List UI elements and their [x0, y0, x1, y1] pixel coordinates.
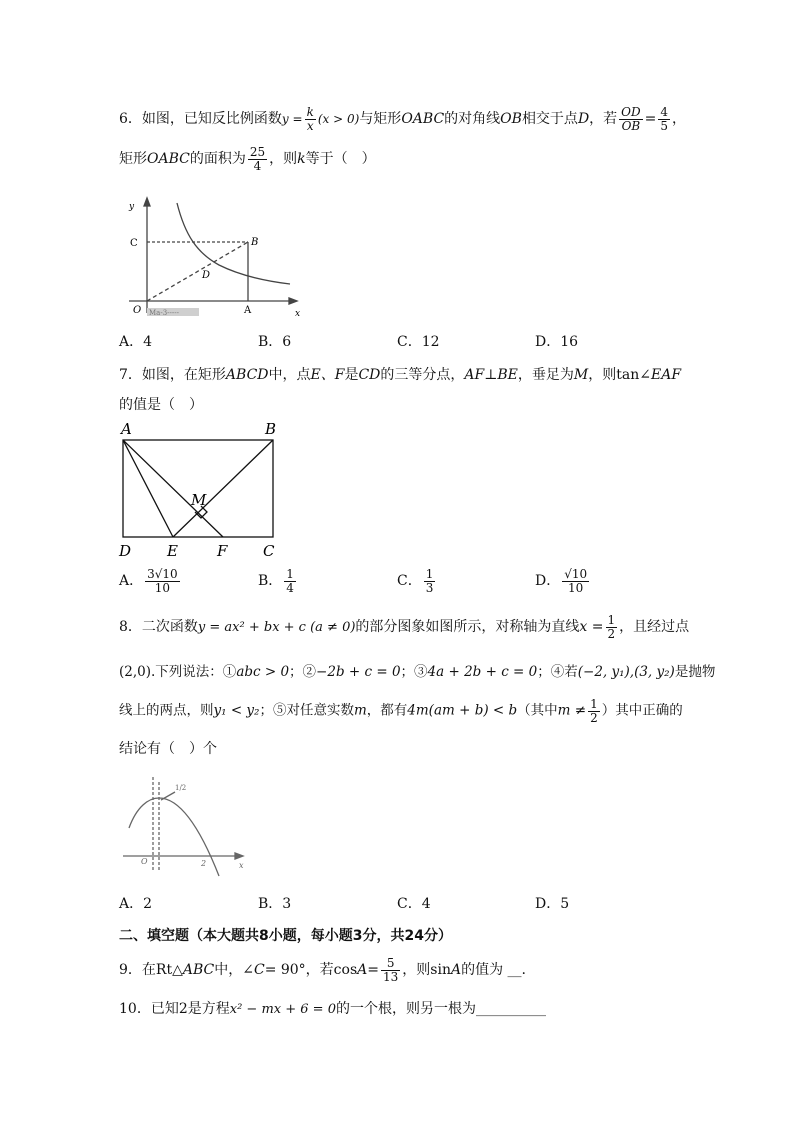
q7-option-c[interactable]: C． $\frac{1}{3}$ — [397, 567, 434, 595]
q7-label-c: C — [263, 542, 275, 560]
q9-line: 9．在Rt△ABC中，∠C= 90°，若cosA= $\frac{5}{13}$ ，则sinA的值为 __. — [119, 956, 526, 984]
q7-label-m: M — [191, 491, 207, 509]
q8-x-arrow — [235, 853, 243, 859]
q7-label-d: D — [119, 542, 132, 560]
q7-label-a: A — [121, 420, 132, 438]
q7-line1: 7．如图，在矩形ABCD中，点E、F是CD的三等分点，AF⊥BE，垂足为M，则tan∠EAF — [119, 367, 682, 383]
q7-line2: 的值是（ ） — [119, 397, 203, 413]
q10-answer-blank[interactable]: __________ — [475, 1001, 546, 1017]
q8-line1: 8．二次函数y = ax² + bx + c (a ≠ 0)的部分图象如图所示，对称轴为直线x = $\frac{1}{2}$ ，且经过点 — [119, 613, 690, 641]
q6-line1: 6．如图，已知反比例函数y = $\frac{k}{x}$ (x > 0)与矩形OABC的对角线OB相交于点D，若 $\frac{OD}{OB}$ = $\frac{4}{5}$ ， — [119, 105, 687, 133]
section-2-title: 二、填空题（本大题共8小题，每小题3分，共24分） — [119, 928, 452, 944]
q6-option-a[interactable]: A．4 — [119, 334, 153, 350]
q7-rectangle-abcd — [123, 440, 273, 537]
q6-label-o: O — [133, 305, 142, 316]
q6-number: 6． — [119, 111, 142, 128]
q6-option-d[interactable]: D．16 — [535, 334, 579, 350]
q8-line4: 结论有（ ）个 — [119, 741, 217, 757]
q7-option-d[interactable]: D． $\frac{√10}{10}$ — [535, 567, 588, 595]
q8-label-x: x — [239, 861, 244, 870]
q6-label-x: x — [295, 309, 301, 319]
q7-option-b[interactable]: B． $\frac{1}{4}$ — [258, 567, 294, 595]
q10-number: 10． — [119, 1001, 151, 1017]
q7-label-f: F — [217, 542, 228, 560]
q7-segment-af — [123, 440, 223, 537]
q6-area-frac: $\frac{25}{4}$ — [249, 145, 266, 173]
q7-number: 7． — [119, 367, 142, 383]
q6-ratio-value: $\frac{4}{5}$ — [660, 105, 669, 133]
q7-segment-be — [173, 440, 273, 537]
q7-label-b: B — [265, 420, 277, 438]
q6-label-a: A — [244, 305, 252, 316]
q8-line3: 线上的两点，则y₁ < y₂；⑤对任意实数m，都有4m(am + b) < b（其中m ≠ $\frac{1}{2}$ ）其中正确的 — [119, 697, 683, 725]
q8-option-a[interactable]: A．2 — [119, 896, 153, 912]
q8-option-c[interactable]: C．4 — [397, 896, 431, 912]
q6-hyperbola — [177, 203, 290, 284]
q6-label-d: D — [202, 270, 211, 281]
q6-label-c: C — [130, 238, 138, 249]
q6-ratio-frac: $\frac{OD}{OB}$ — [621, 105, 641, 133]
q6-y-arrow — [144, 198, 150, 206]
q8-option-b[interactable]: B．3 — [258, 896, 292, 912]
q6-label-y: y — [129, 202, 135, 212]
q6-x-arrow — [289, 298, 297, 304]
q6-option-c[interactable]: C．12 — [397, 334, 440, 350]
q7-figure — [115, 420, 285, 560]
q7-option-a[interactable]: A． $\frac{3√10}{10}$ — [119, 567, 178, 595]
q6-label-b: B — [251, 237, 259, 248]
q8-line2: (2,0).下列说法：①abc > 0；②−2b + c = 0；③4a + 2b + c = 0；④若(−2, y₁),(3, y₂)是抛物 — [119, 664, 716, 680]
q8-figure — [115, 770, 250, 882]
q6-func-frac: $\frac{k}{x}$ — [306, 105, 314, 133]
q8-label-o: O — [141, 857, 148, 866]
q7-segment-ae — [123, 440, 173, 537]
q8-number: 8． — [119, 619, 142, 636]
q6-figure-caption: Ma-3----- — [149, 309, 179, 317]
q8-label-two: 2 — [201, 859, 207, 868]
q6-option-b[interactable]: B．6 — [258, 334, 292, 350]
q7-label-e: E — [167, 542, 178, 560]
q6-figure — [115, 195, 305, 325]
q9-number: 9． — [119, 962, 142, 979]
q6-line2: 矩形OABC的面积为 $\frac{25}{4}$ ，则k等于（ ） — [119, 145, 376, 173]
q8-option-d[interactable]: D．5 — [535, 896, 570, 912]
q10-line: 10．已知2是方程x² − mx + 6 = 0的一个根，则另一根为__________ — [119, 1001, 546, 1017]
q8-label-half: 1/2 — [175, 784, 187, 792]
